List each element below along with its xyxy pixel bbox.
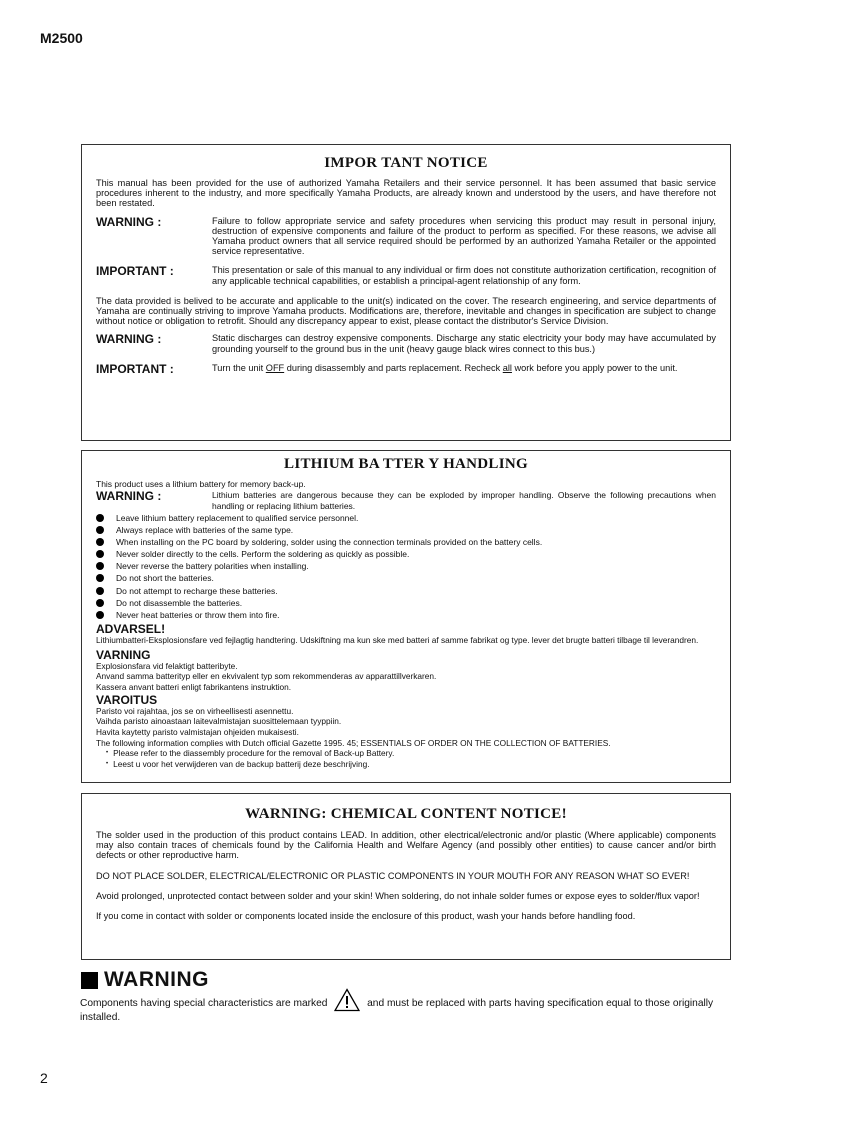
bullet-icon	[96, 599, 104, 607]
warning-triangle-icon	[334, 988, 360, 1012]
text-fragment: work before you apply power to the unit.	[511, 362, 678, 373]
bullet-text: Do not attempt to recharge these batteries.	[116, 585, 278, 596]
important-row-2	[96, 363, 716, 375]
list-item	[96, 524, 716, 536]
varoitus-heading: VAROITUS	[96, 692, 158, 707]
note-text: and must be replaced with parts having specification equal to those originally installed.	[80, 998, 714, 1023]
varoitus-line: Havita kaytetty paristo valmistajan ohjeiden mukaisesti.	[96, 727, 299, 738]
list-item	[96, 536, 716, 548]
important-notice-title: IMPOR TANT NOTICE	[324, 155, 488, 171]
bullet-icon	[96, 526, 104, 534]
bullet-icon	[96, 550, 104, 558]
important-label: IMPORTANT :	[96, 264, 174, 279]
important-label: IMPORTANT :	[96, 361, 174, 376]
list-item	[96, 560, 716, 572]
data-accuracy-text: The data provided is belived to be accurate and applicable to the unit(s) indicated on the cover. The research engineering, and service departments of Yamaha are continually striving to improve Yamaha products. Modifications are, therefore, inevitable and changes in specification are subject to change without notice or obligation to retrofit. Should any discrepancy appear to exist, please contact the distributor's Service Division.	[96, 295, 716, 327]
warning-row-1	[96, 216, 716, 257]
varning-line: Kassera anvant batteri enligt fabrikantens instruktion.	[96, 681, 292, 692]
bullet-text: Leave lithium battery replacement to qualified service personnel.	[116, 513, 359, 523]
bullet-text: Never heat batteries or throw them into fire.	[116, 609, 280, 620]
bullet-icon	[96, 514, 104, 522]
warning-label: WARNING :	[96, 489, 162, 503]
varning-line: Anvand samma batterityp eller en ekvivalent typ som rekommenderas av apparattillverkaren.	[96, 671, 437, 682]
chemical-paragraph: DO NOT PLACE SOLDER, ELECTRICAL/ELECTRONIC OR PLASTIC COMPONENTS IN YOUR MOUTH FOR ANY REASON WHAT SO EVER!	[96, 870, 690, 881]
warning-text: Failure to follow appropriate service and safety procedures when servicing this product may result in personal injury, destruction of expensive components and failure of the product to perform as specified. For these reasons, we advise all Yamaha product owners that all service required should be performed by an authorized Yamaha Retailer or the appointed service representative.	[212, 215, 716, 257]
dutch-gazette-line: The following information complies with Dutch official Gazette 1995. 45; ESSENTIALS OF ORDER ON THE COLLECTION OF BATTERIES.	[96, 737, 611, 748]
advarsel-text: Lithiumbatteri-Eksplosionsfare ved fejlagtig handtering. Udskiftning ma kun ske med batteri af samme fabrikat og type. lever det brugte batteri tilbage til leverandren.	[96, 634, 699, 645]
warning-heading-text: WARNING	[104, 968, 209, 991]
varoitus-line: Paristo voi rajahtaa, jos se on virheellisesti asennettu.	[96, 705, 294, 716]
bullet-icon	[96, 574, 104, 582]
bullet-icon	[96, 587, 104, 595]
sub-list-item	[96, 759, 716, 770]
page-number: 2	[40, 1070, 48, 1086]
important-row-1	[96, 265, 716, 285]
bullet-text: Always replace with batteries of the same type.	[116, 525, 294, 536]
bullet-text: Never solder directly to the cells. Perform the soldering as quickly as possible.	[116, 549, 410, 560]
sub-item-text: Leest u voor het verwijderen van de backup batterij deze beschrijving.	[113, 759, 370, 770]
note-text: Components having special characteristics are marked	[80, 998, 331, 1009]
lithium-intro: This product uses a lithium battery for memory back-up.	[96, 479, 306, 489]
important-text: This presentation or sale of this manual to any individual or firm does not constitute authorization certification, recognition of any applicable technical capabilities, or establish a principal-agent relationship of any form.	[212, 265, 716, 286]
varoitus-line: Vaihda paristo ainoastaan laitevalmistajan suosittelemaan tyyppiin.	[96, 716, 342, 727]
bullet-text: Do not disassemble the batteries.	[116, 597, 243, 608]
small-bullet-icon: •	[106, 750, 109, 757]
chemical-paragraph: The solder used in the production of this product contains LEAD. In addition, other electrical/electronic and/or plastic (Where applicable) components may also contain traces of chemicals found by the California Health and Welfare Agency (and possibly other entities) to cause cancer and/or birth defects or other reproductive harm.	[96, 830, 716, 861]
warning-row-2	[96, 333, 716, 353]
bullet-icon	[96, 538, 104, 546]
bullet-icon	[96, 611, 104, 619]
text-fragment: during disassembly and parts replacement. Recheck	[284, 362, 503, 373]
lithium-warning-row	[96, 490, 716, 511]
important-notice-intro: This manual has been provided for the use of authorized Yamaha Retailers and their service personnel. It has been assumed that basic service procedures inherent to the industry, and more specifically Yamaha Products, are already known and understood by the users, and have therefore not been restated.	[96, 178, 716, 209]
lithium-battery-box	[81, 450, 731, 783]
warning-label: WARNING :	[96, 214, 162, 229]
lithium-battery-title: LITHIUM BA TTER Y HANDLING	[284, 456, 528, 472]
list-item	[96, 609, 716, 621]
varning-line: Explosionsfara vid felaktigt batteribyte.	[96, 660, 238, 671]
list-item	[96, 572, 716, 584]
chemical-notice-title: WARNING: CHEMICAL CONTENT NOTICE!	[245, 806, 567, 822]
list-item	[96, 585, 716, 597]
model-number: M2500	[40, 30, 83, 46]
text-fragment: Turn the unit	[212, 362, 266, 373]
bullet-text: When installing on the PC board by soldering, solder using the connection terminals provided on the battery cells.	[116, 537, 543, 548]
chemical-paragraph: Avoid prolonged, unprotected contact between solder and your skin! When soldering, do not inhale solder fumes or expose eyes to solder/flux vapor!	[96, 890, 700, 901]
important-text	[212, 363, 716, 375]
bullet-text: Do not short the batteries.	[116, 573, 214, 584]
warning-label: WARNING :	[96, 332, 162, 347]
chemical-paragraph: If you come in contact with solder or components located inside the enclosure of this product, wash your hands before handling food.	[96, 911, 636, 922]
lithium-precautions-list	[96, 512, 716, 621]
all-underlined: all	[502, 362, 512, 373]
sub-item-text: Please refer to the diassembly procedure for the removal of Back-up Battery.	[113, 748, 395, 759]
list-item	[96, 512, 716, 524]
important-notice-box	[81, 144, 731, 441]
list-item	[96, 548, 716, 560]
bullet-text: Never reverse the battery polarities when installing.	[116, 561, 309, 572]
list-item	[96, 597, 716, 609]
small-bullet-icon: •	[106, 761, 109, 768]
off-underlined: OFF	[265, 362, 285, 373]
advarsel-heading: ADVARSEL!	[96, 621, 166, 636]
chemical-notice-box	[81, 793, 731, 960]
warning-text: Static discharges can destroy expensive components. Discharge any static electricity your body may have accumulated by grounding yourself to the ground bus in the unit (heavy gauge black wires connect to this bus.)	[212, 333, 716, 354]
varning-heading: VARNING	[96, 647, 151, 662]
sub-list-item	[96, 748, 716, 759]
special-components-note	[80, 988, 740, 1024]
lithium-warning-text: Lithium batteries are dangerous because they can be exploded by improper handling. Observe the following precautions when handling or replacing lithium batteries.	[212, 490, 716, 511]
black-square-icon	[81, 972, 98, 989]
bullet-icon	[96, 562, 104, 570]
